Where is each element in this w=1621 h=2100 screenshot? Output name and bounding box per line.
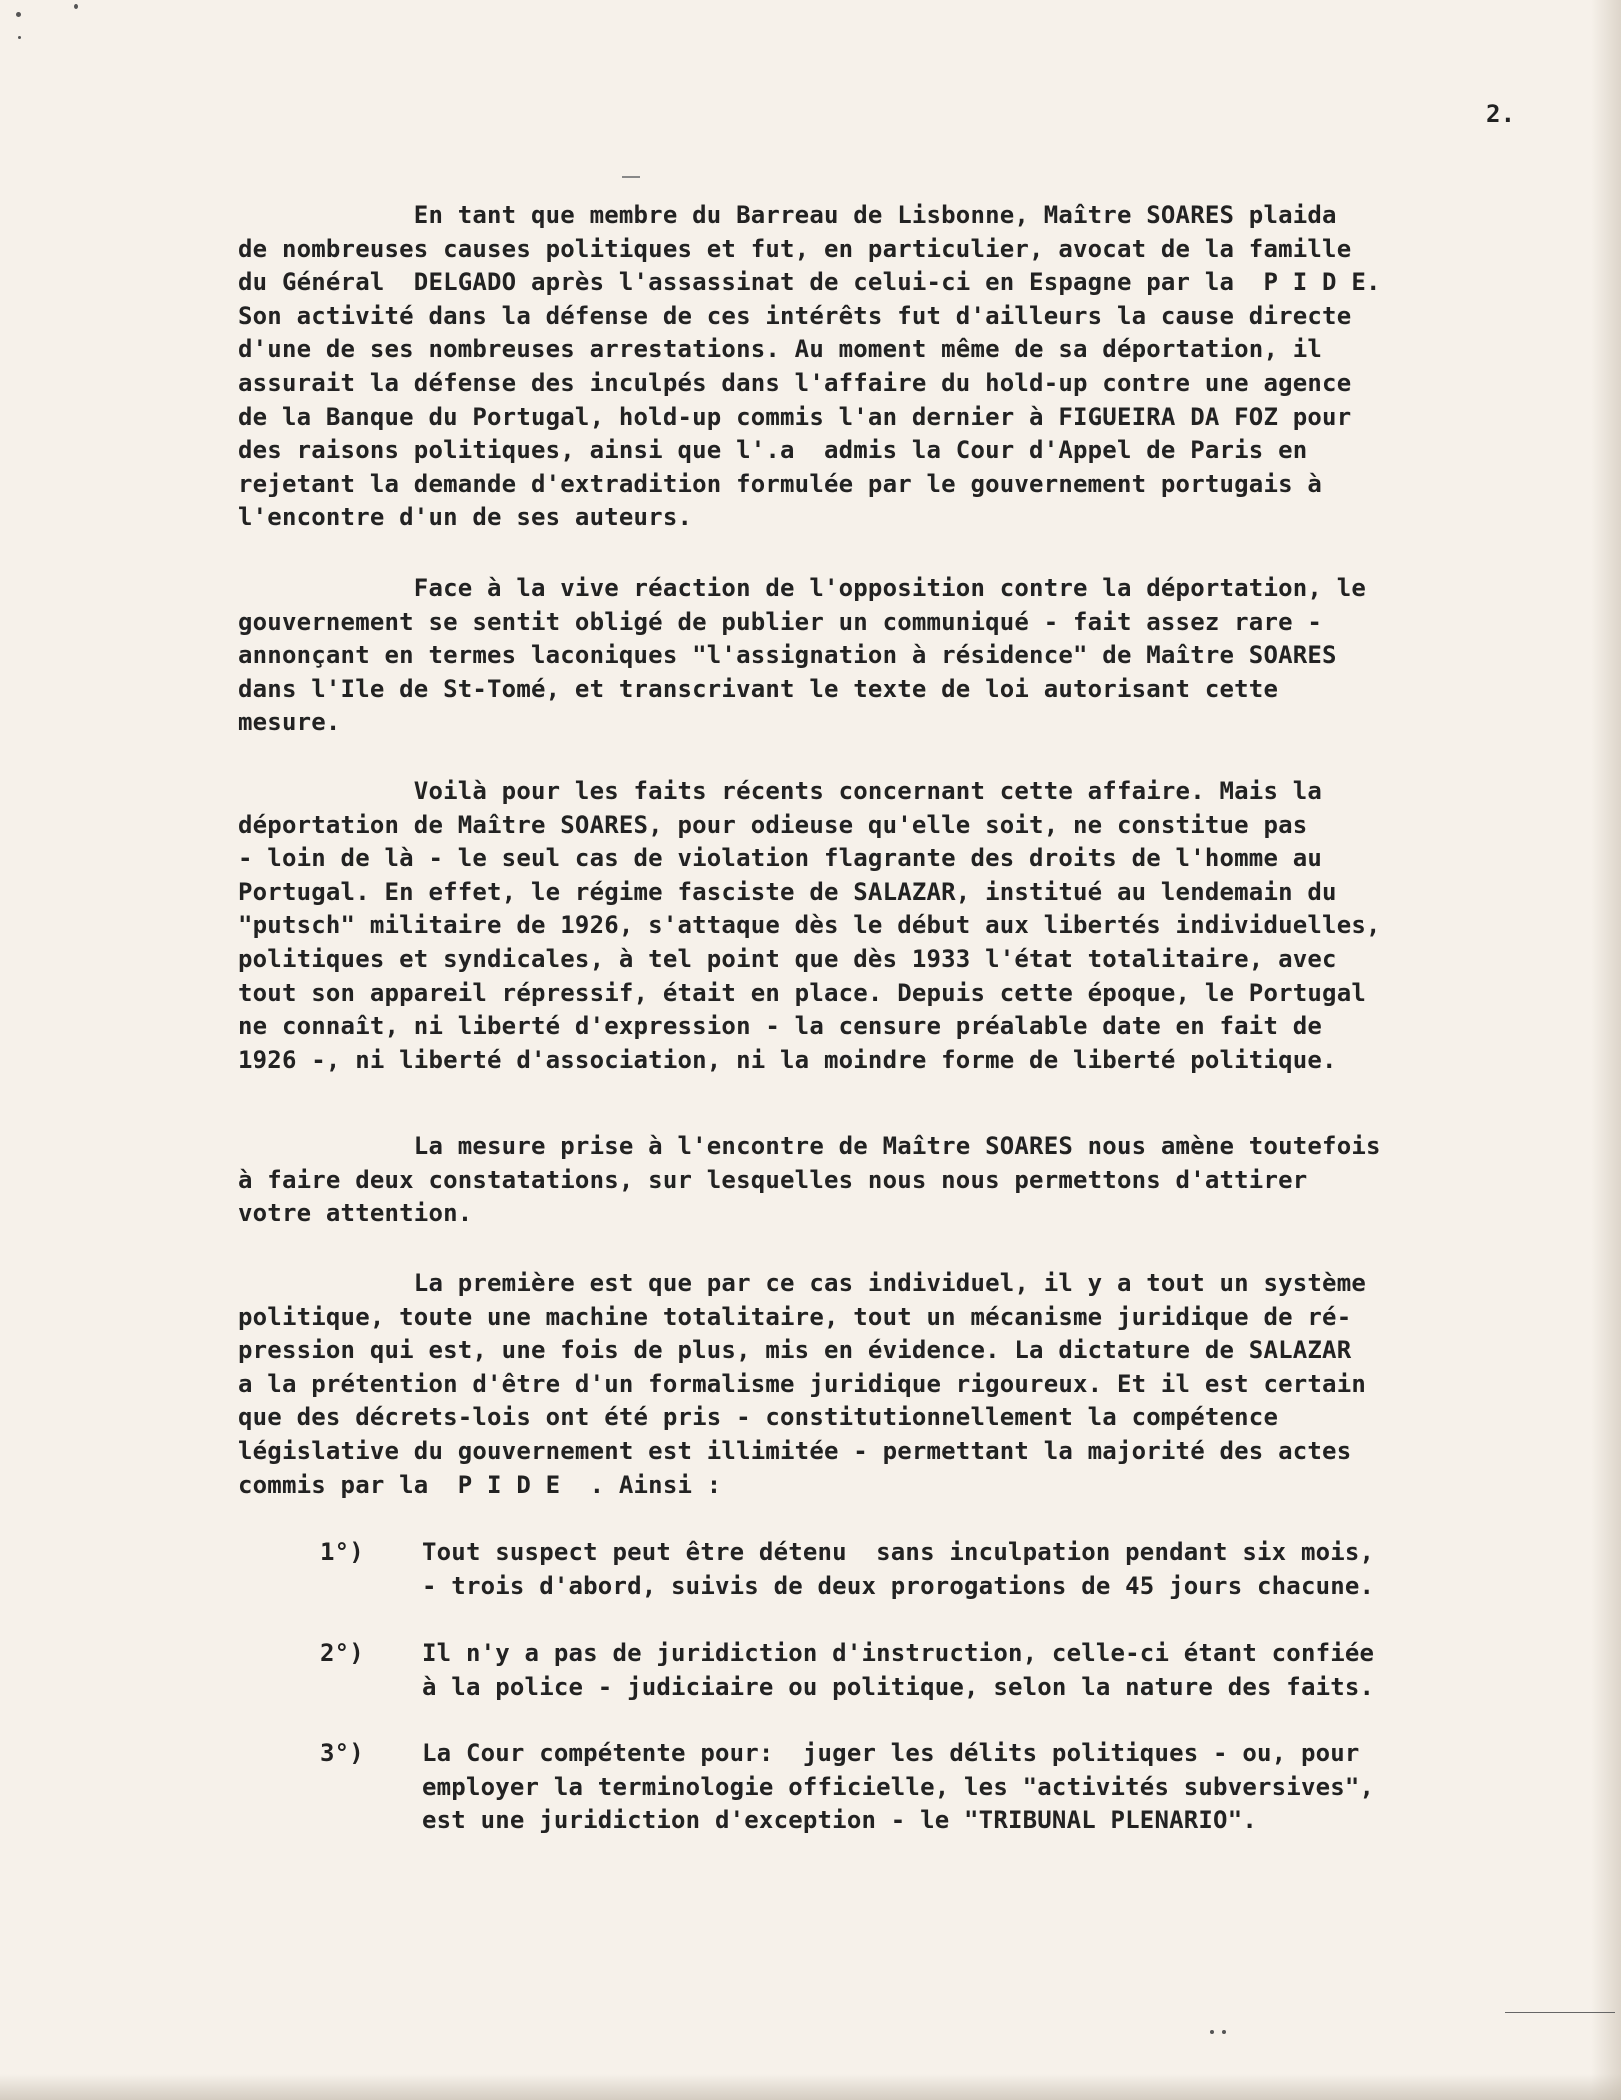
text-line: politique, toute une machine totalitaire, tout un mécanisme juridique de ré- xyxy=(238,1302,1352,1331)
text-line: pression qui est, une fois de plus, mis en évidence. La dictature de SALAZAR xyxy=(238,1336,1352,1365)
text-line: assurait la défense des inculpés dans l'affaire du hold-up contre une agence xyxy=(238,368,1352,397)
text-line: Voilà pour les faits récents concernant cette affaire. Mais la xyxy=(238,777,1323,805)
text-line: rejetant la demande d'extradition formulée par le gouvernement portugais à xyxy=(238,469,1323,498)
scan-shadow-right xyxy=(1591,0,1621,2100)
page-number: 2. xyxy=(1486,100,1516,128)
text-line: "putsch" militaire de 1926, s'attaque dès le début aux libertés individuelles, xyxy=(238,911,1381,940)
text-line: à faire deux constatations, sur lesquelles nous nous permettons d'attirer xyxy=(238,1165,1308,1194)
text-line: La Cour compétente pour: juger les délits politiques - ou, pour xyxy=(422,1739,1360,1767)
text-line: législative du gouvernement est illimitée - permettant la majorité des actes xyxy=(238,1436,1352,1465)
text-line: ne connaît, ni liberté d'expression - la censure préalable date en fait de xyxy=(238,1012,1323,1041)
text-line: Face à la vive réaction de l'opposition contre la déportation, le xyxy=(238,574,1366,602)
text-line: La mesure prise à l'encontre de Maître SOARES nous amène toutefois xyxy=(238,1132,1381,1160)
text-line: du Général DELGADO après l'assassinat de celui-ci en Espagne par la P I D E. xyxy=(238,268,1381,297)
list-number: 1°) xyxy=(320,1538,364,1566)
scan-speck xyxy=(74,4,78,9)
scan-speck xyxy=(16,12,21,17)
text-line: Il n'y a pas de juridiction d'instruction, celle-ci étant confiée xyxy=(422,1639,1375,1667)
text-line: 1926 -, ni liberté d'association, ni la moindre forme de liberté politique. xyxy=(238,1045,1337,1074)
paragraph-3 xyxy=(238,775,1538,1077)
text-line: de nombreuses causes politiques et fut, en particulier, avocat de la famille xyxy=(238,234,1352,263)
text-line: La première est que par ce cas individuel, il y a tout un système xyxy=(238,1269,1366,1297)
text-line: que des décrets-lois ont été pris - constitutionnellement la compétence xyxy=(238,1403,1279,1432)
text-line: En tant que membre du Barreau de Lisbonne, Maître SOARES plaida xyxy=(238,201,1337,229)
text-line: des raisons politiques, ainsi que l'.a admis la Cour d'Appel de Paris en xyxy=(238,436,1308,465)
scan-line xyxy=(1505,2012,1615,2013)
text-line: politiques et syndicales, à tel point que dès 1933 l'état totalitaire, avec xyxy=(238,944,1337,973)
paragraph-1 xyxy=(238,199,1538,535)
list-number: 3°) xyxy=(320,1739,364,1767)
text-line: commis par la P I D E . Ainsi : xyxy=(238,1470,722,1499)
text-line: employer la terminologie officielle, les "activités subversives", xyxy=(422,1772,1375,1801)
text-line: l'encontre d'un de ses auteurs. xyxy=(238,503,693,532)
text-line: gouvernement se sentit obligé de publier un communiqué - fait assez rare - xyxy=(238,607,1323,636)
list-item-text xyxy=(422,1536,1552,1603)
scan-shadow-bottom xyxy=(0,2074,1621,2100)
text-line: dans l'Ile de St-Tomé, et transcrivant le texte de loi autorisant cette xyxy=(238,674,1279,703)
text-line: annonçant en termes laconiques "l'assignation à résidence" de Maître SOARES xyxy=(238,641,1337,670)
list-item-text xyxy=(422,1737,1552,1838)
text-line: Portugal. En effet, le régime fasciste de SALAZAR, institué au lendemain du xyxy=(238,877,1337,906)
text-line: est une juridiction d'exception - le "TRIBUNAL PLENARIO". xyxy=(422,1806,1258,1835)
text-line: - loin de là - le seul cas de violation flagrante des droits de l'homme au xyxy=(238,844,1323,873)
list-number: 2°) xyxy=(320,1639,364,1667)
scan-speck xyxy=(18,36,21,39)
paragraph-2 xyxy=(238,572,1538,740)
paragraph-5 xyxy=(238,1267,1538,1502)
text-line: Tout suspect peut être détenu sans inculpation pendant six mois, xyxy=(422,1538,1375,1566)
text-line: a la prétention d'être d'un formalisme juridique rigoureux. Et il est certain xyxy=(238,1369,1366,1398)
text-line: votre attention. xyxy=(238,1199,473,1228)
text-line: Son activité dans la défense de ces intérêts fut d'ailleurs la cause directe xyxy=(238,301,1352,330)
text-line: mesure. xyxy=(238,708,341,737)
scan-speck xyxy=(622,176,640,178)
text-line: à la police - judiciaire ou politique, selon la nature des faits. xyxy=(422,1672,1375,1701)
text-line: déportation de Maître SOARES, pour odieuse qu'elle soit, ne constitue pas xyxy=(238,810,1308,839)
scan-speck xyxy=(1222,2030,1226,2034)
text-line: d'une de ses nombreuses arrestations. Au moment même de sa déportation, il xyxy=(238,335,1323,364)
list-item-text xyxy=(422,1637,1552,1704)
text-line: tout son appareil répressif, était en place. Depuis cette époque, le Portugal xyxy=(238,978,1366,1007)
text-line: - trois d'abord, suivis de deux prorogations de 45 jours chacune. xyxy=(422,1571,1375,1600)
text-line: de la Banque du Portugal, hold-up commis l'an dernier à FIGUEIRA DA FOZ pour xyxy=(238,402,1352,431)
paragraph-4 xyxy=(238,1130,1538,1231)
scan-speck xyxy=(1210,2030,1214,2034)
